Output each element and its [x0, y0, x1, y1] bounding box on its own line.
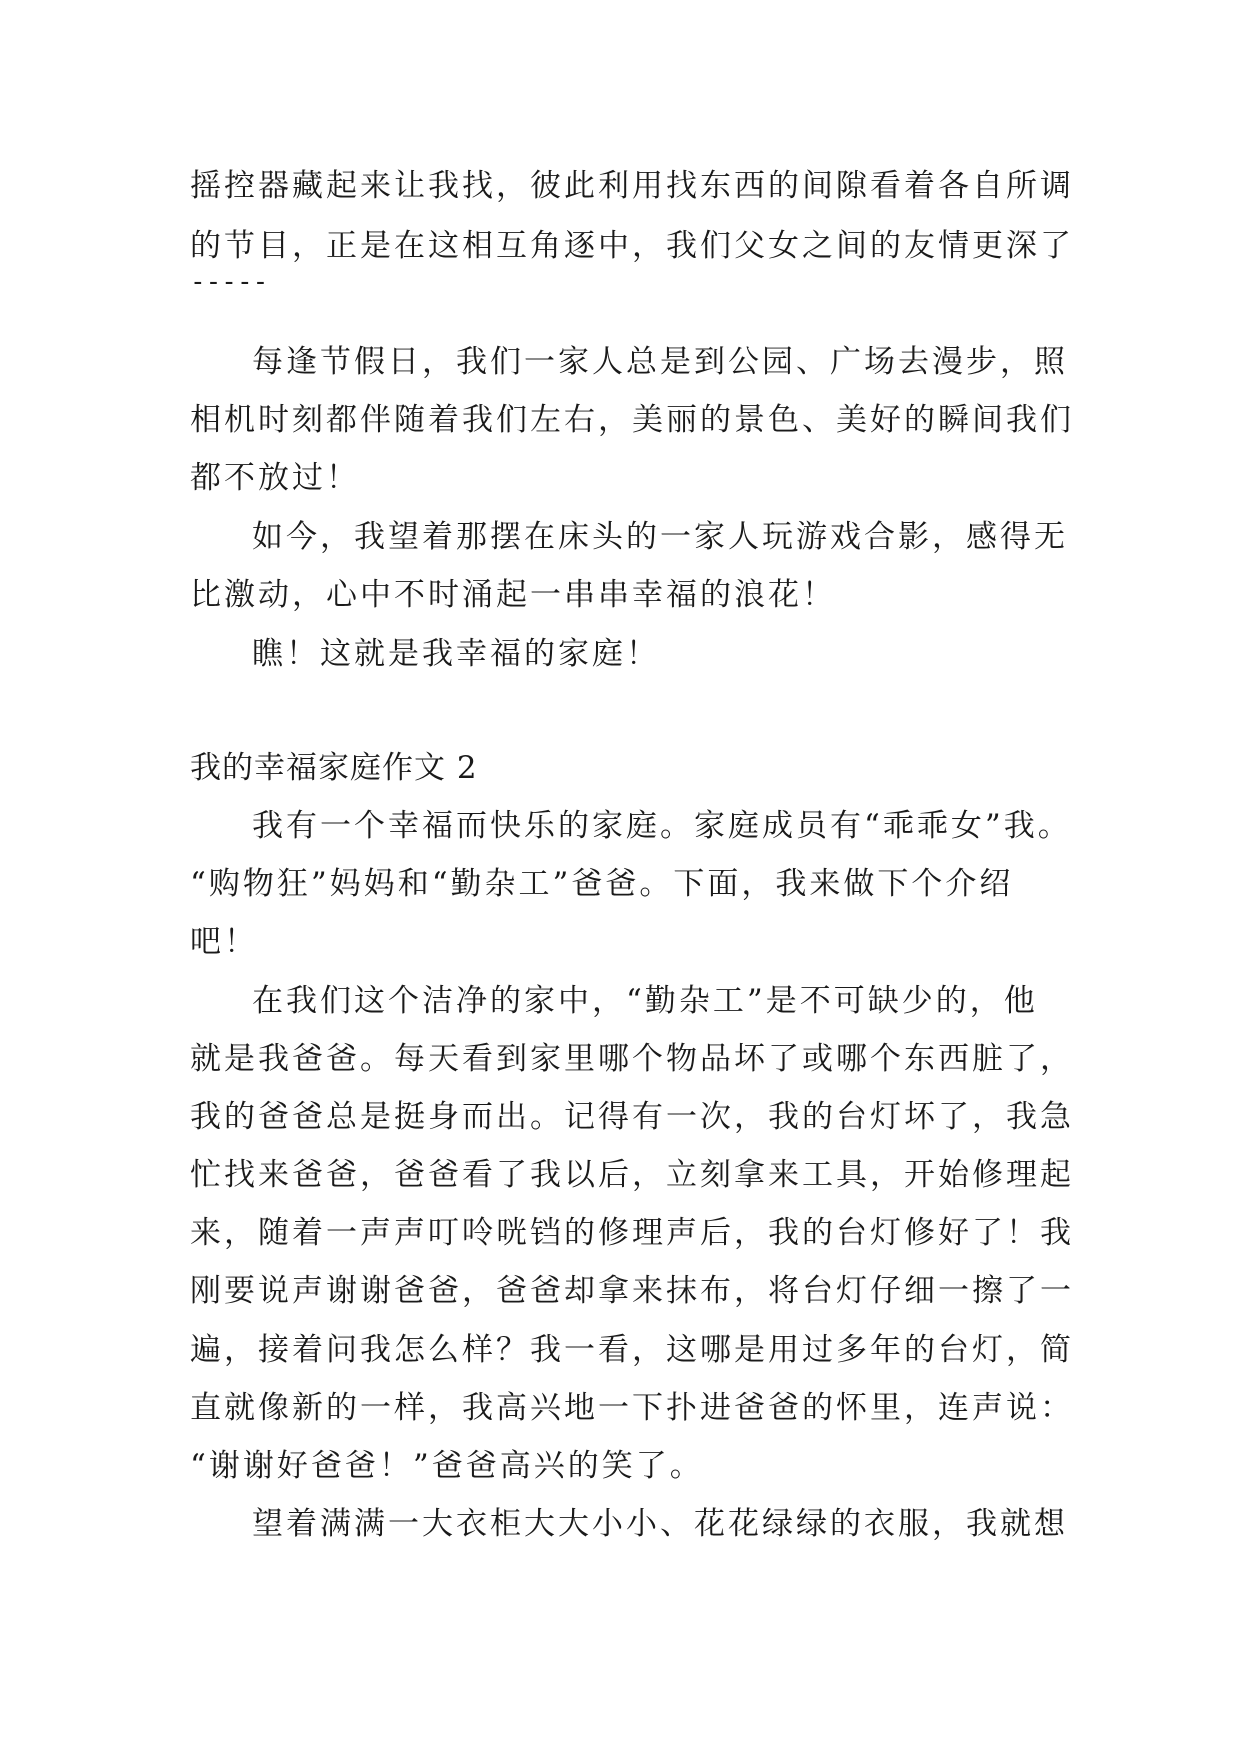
paragraph-line: 瞧！这就是我幸福的家庭！: [252, 636, 660, 672]
section-heading: 我的幸福家庭作文 2: [190, 750, 478, 786]
paragraph-line: 忙找来爸爸，爸爸看了我以后，立刻拿来工具，开始修理起: [190, 1157, 1074, 1193]
paragraph-line: 摇控器藏起来让我找，彼此利用找东西的间隙看着各自所调: [190, 168, 1074, 204]
paragraph-line: 我的爸爸总是挺身而出。记得有一次，我的台灯坏了，我急: [190, 1099, 1074, 1135]
paragraph-line: 每逢节假日，我们一家人总是到公园、广场去漫步，照: [252, 344, 1068, 380]
paragraph-line: 望着满满一大衣柜大大小小、花花绿绿的衣服，我就想: [252, 1506, 1068, 1542]
paragraph-line: 相机时刻都伴随着我们左右，美丽的景色、美好的瞬间我们: [190, 402, 1074, 438]
paragraph-line: 在我们这个洁净的家中，“勤杂工”是不可缺少的，他: [252, 983, 1038, 1019]
paragraph-line: 都不放过！: [190, 460, 360, 496]
paragraph-line: 刚要说声谢谢爸爸，爸爸却拿来抹布，将台灯仔细一擦了一: [190, 1273, 1074, 1309]
paragraph-line: 比激动，心中不时涌起一串串幸福的浪花！: [190, 577, 836, 613]
paragraph-line: “购物狂”妈妈和“勤杂工”爸爸。下面，我来做下个介绍: [190, 866, 1014, 902]
paragraph-line: “谢谢好爸爸！”爸爸高兴的笑了。: [190, 1448, 704, 1484]
paragraph-line: 如今，我望着那摆在床头的一家人玩游戏合影，感得无: [252, 519, 1068, 555]
paragraph-line: 的节目，正是在这相互角逐中，我们父女之间的友情更深了: [190, 228, 1074, 264]
paragraph-line: 遍，接着问我怎么样？我一看，这哪是用过多年的台灯，简: [190, 1332, 1074, 1368]
paragraph-line: 直就像新的一样，我高兴地一下扑进爸爸的怀里，连声说：: [190, 1390, 1074, 1426]
paragraph-line: 就是我爸爸。每天看到家里哪个物品坏了或哪个东西脏了，: [190, 1041, 1074, 1077]
dash-separator: -----: [190, 267, 269, 297]
paragraph-line: 来，随着一声声叮呤咣铛的修理声后，我的台灯修好了！我: [190, 1215, 1074, 1251]
paragraph-line: 我有一个幸福而快乐的家庭。家庭成员有“乖乖女”我。: [252, 808, 1072, 844]
paragraph-line: 吧！: [190, 924, 258, 960]
